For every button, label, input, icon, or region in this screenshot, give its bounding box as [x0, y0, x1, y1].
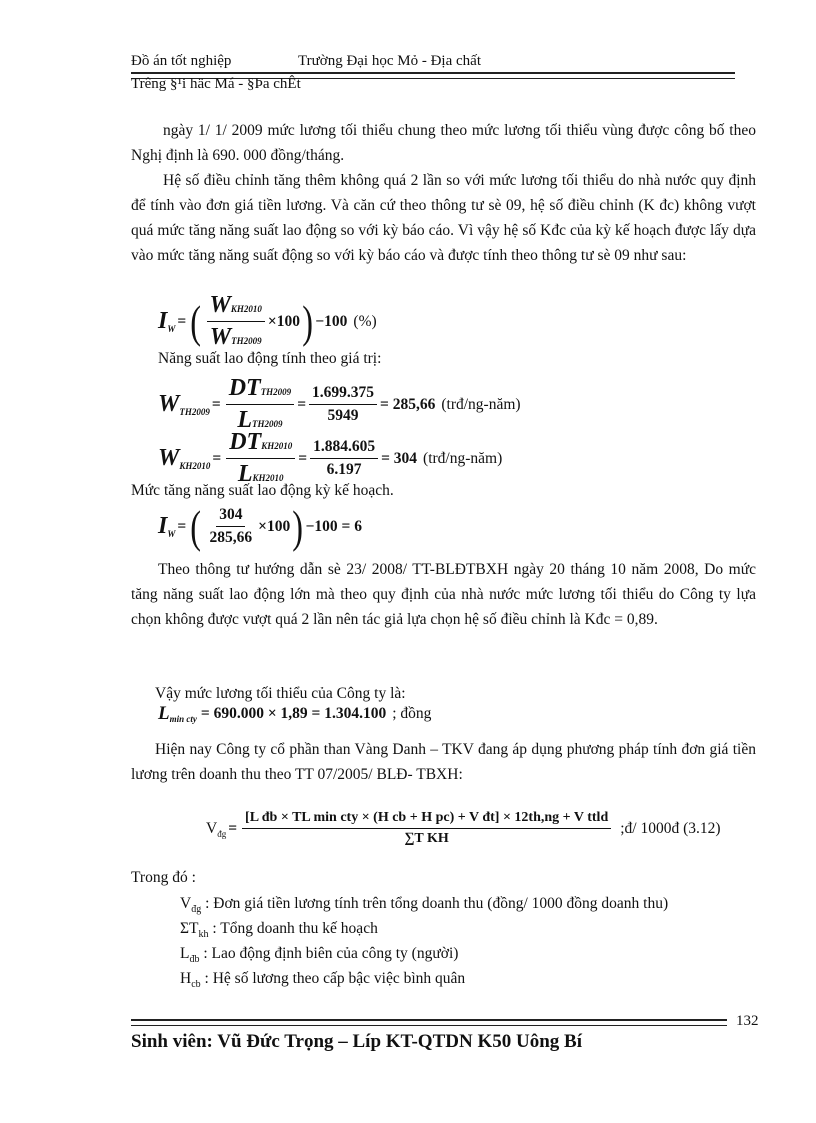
paragraph-2: Hệ số điều chỉnh tăng thêm không quá 2 lần so với mức lương tối thiểu do nhà nước quy định để tính vào đơn giá tiền lương. Và căn cứ theo thông tư sè 09, hệ số điều chỉnh (K đc) không vượt quá mức tăng năng suất lao động so với kỳ báo cáo. Vì vậy hệ số Kđc của kỳ kế hoạch được lấy dựa vào mức tăng năng suất động so với kỳ báo cáo và được tính theo thông tư sè 09 như sau:	[131, 172, 756, 264]
paragraph-6: Vậy mức lương tối thiểu của Công ty là:	[155, 685, 406, 702]
formula-vdg: V đg = [L đb × TL min cty × (H cb + H pc) + V đt] × 12th,ng + V ttld ∑T KH ;đ/ 1000đ (3.12)	[206, 810, 721, 846]
definition-vdg: $V_{đg}$ : Đơn giá tiền lương tính trên tổng doanh thu (đồng/ 1000 đồng doanh thu)	[180, 895, 669, 916]
formula-w2009: W TH2009 = $\frac{\text{DTTH2009}}{\text{LTH2009}}$ = $\frac{1.699.375}{5949}$ = 285,66 (trđ/ng-năm)	[158, 375, 521, 433]
header-left: Đồ án tốt nghiệp	[131, 53, 232, 69]
page-number: 132	[736, 1013, 759, 1029]
definition-tkh: $\Sigma T_{kh}$ : Tổng doanh thu kế hoạch	[180, 920, 378, 941]
paragraph-1: ngày 1/ 1/ 2009 mức lương tối thiểu chung theo mức lương tối thiểu vùng được công bố theo Nghị định là 690. 000 đồng/tháng.	[131, 122, 756, 164]
paragraph-8: Trong đó :	[131, 869, 196, 886]
definition-hcb: $H_{cb}$ : Hệ số lương theo cấp bậc việc bình quân	[180, 970, 466, 991]
footer-student: Sinh viên: Vũ Đức Trọng – Líp KT-QTDN K50 Uông Bí	[131, 1031, 582, 1052]
paragraph-3: Năng suất lao động tính theo giá trị:	[158, 350, 382, 367]
header-right: Trường Đại học Mỏ - Địa chất	[298, 53, 481, 69]
definition-ldb: $L_{đb}$ : Lao động định biên của công ty (người)	[180, 945, 459, 966]
paragraph-5: Theo thông tư hướng dẫn sè 23/ 2008/ TT-BLĐTBXH ngày 20 tháng 10 năm 2008, Do mức tăng năng suất lao động lớn mà theo quy định của nhà nước mức lương tối thiểu do Công ty lựa chọn không được vượt quá 2 lần nên tác giả lựa chọn hệ số điều chỉnh là Kđc = 0,89.	[131, 561, 756, 628]
header-garbled: Trêng §¹i häc Má - §Þa chÊt	[131, 76, 301, 92]
paragraph-7: Hiện nay Công ty cổ phần than Vàng Danh – TKV đang áp dụng phương pháp tính đơn giá tiền lương trên doanh thu theo TT 07/2005/ BLĐ- TBXH:	[131, 741, 756, 783]
paragraph-4: Mức tăng năng suất lao động kỳ kế hoạch.	[131, 482, 394, 499]
formula-iw: I W = ( $\frac{\text{WKH2010}}{\text{WTH2009}}$ ×100 ) −100 (%)	[158, 292, 377, 350]
formula-iw-result: I W = ( $\frac{304}{285,66}$ ×100 ) −100 = 6	[158, 501, 362, 552]
formula-w2010: W KH2010 = $\frac{\text{DTKH2010}}{\text{LKH2010}}$ = $\frac{1.884.605}{6.197}$ = 304 (trđ/ng-năm)	[158, 429, 503, 487]
formula-lmin: L min cty = 690.000 × 1,89 = 1.304.100 ; đồng	[158, 703, 432, 724]
footer-rule	[131, 1019, 727, 1026]
